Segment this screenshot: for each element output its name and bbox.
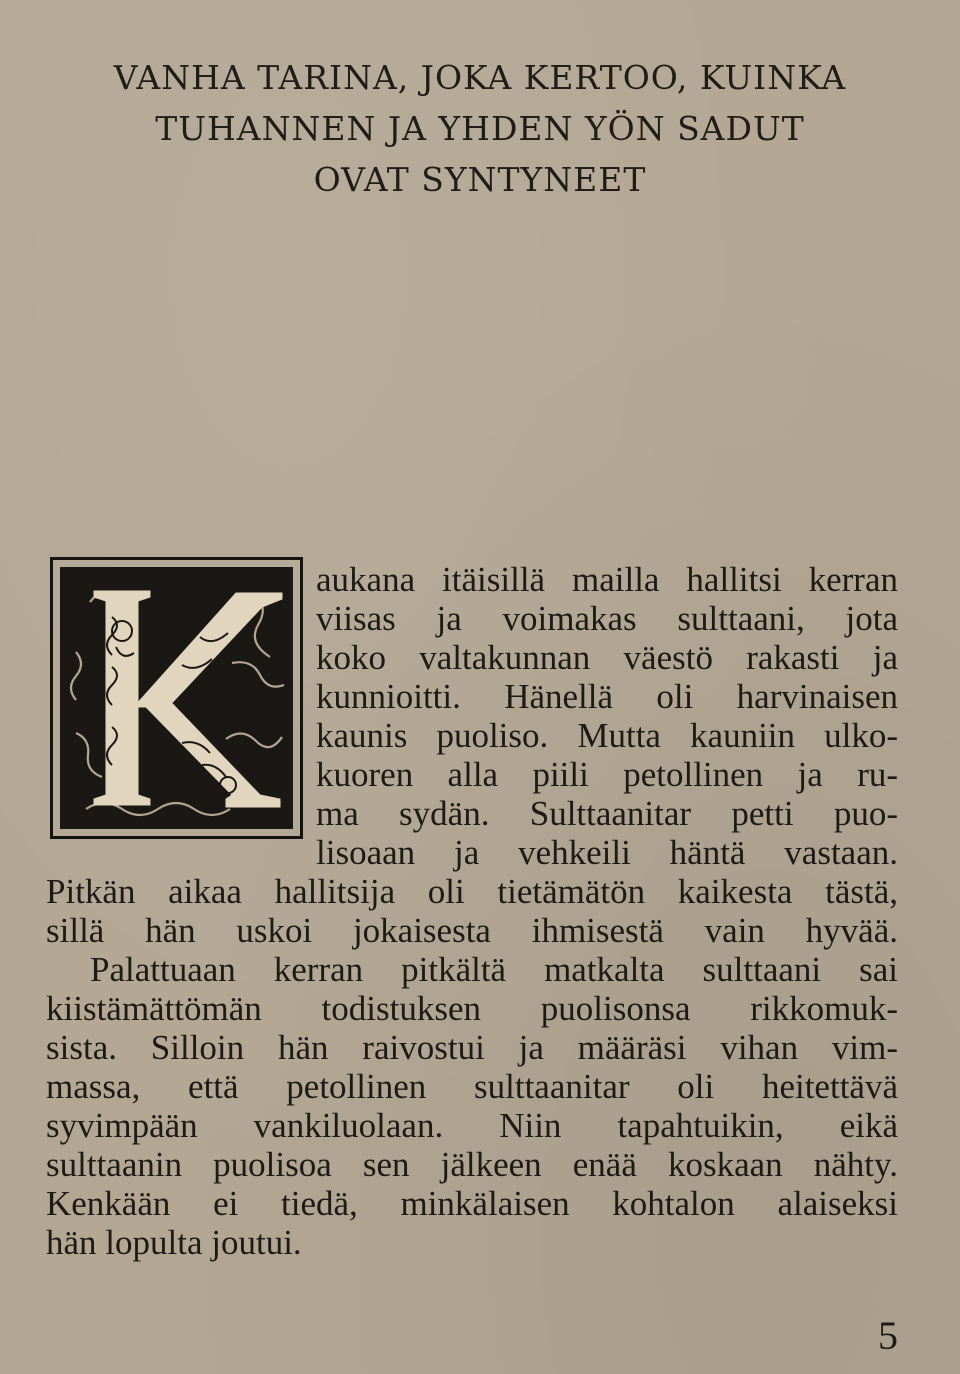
chapter-heading xyxy=(40,52,920,205)
body-line-13: sista. Silloin hän raivostui ja määräsi vihan vim- xyxy=(46,1028,898,1067)
decorated-initial-k xyxy=(50,557,303,839)
body-line-11: Palattuaan kerran pitkältä matkalta sulttaani sai xyxy=(90,950,898,989)
body-line-6: kuoren alla piili petollinen ja ru- xyxy=(316,755,898,794)
body-line-16: sulttaanin puolisoa sen jälkeen enää koskaan nähty. xyxy=(46,1145,898,1184)
body-line-4: kunnioitti. Hänellä oli harvinaisen xyxy=(316,677,898,716)
page-number: 5 xyxy=(878,1313,898,1358)
body-line-15: syvimpään vankiluolaan. Niin tapahtuikin, eikä xyxy=(46,1106,898,1145)
body-line-12: kiistämättömän todistuksen puolisonsa rikkomuk- xyxy=(46,989,898,1028)
body-line-8: lisoaan ja vehkeili häntä vastaan. xyxy=(316,833,898,872)
body-line-1: aukana itäisillä mailla hallitsi kerran xyxy=(316,560,898,599)
body-line-2: viisas ja voimakas sulttaani, jota xyxy=(316,599,898,638)
body-line-14: massa, että petollinen sulttaanitar oli heitettävä xyxy=(46,1067,898,1106)
body-line-17: Kenkään ei tiedä, minkälaisen kohtalon alaiseksi xyxy=(46,1184,898,1223)
body-line-5: kaunis puoliso. Mutta kauniin ulko- xyxy=(316,716,898,755)
heading-line-3: OVAT SYNTYNEET xyxy=(313,160,647,199)
body-line-3: koko valtakunnan väestö rakasti ja xyxy=(316,638,898,677)
body-line-9: Pitkän aikaa hallitsija oli tietämätön kaikesta tästä, xyxy=(46,872,898,911)
body-line-18: hän lopulta joutui. xyxy=(46,1223,302,1262)
heading-line-2: TUHANNEN JA YHDEN YÖN SADUT xyxy=(155,109,805,148)
heading-line-1: VANHA TARINA, JOKA KERTOO, KUINKA xyxy=(113,58,847,97)
body-line-10: sillä hän uskoi jokaisesta ihmisestä vain hyvää. xyxy=(46,911,898,950)
body-line-7: ma sydän. Sulttaanitar petti puo- xyxy=(316,794,898,833)
